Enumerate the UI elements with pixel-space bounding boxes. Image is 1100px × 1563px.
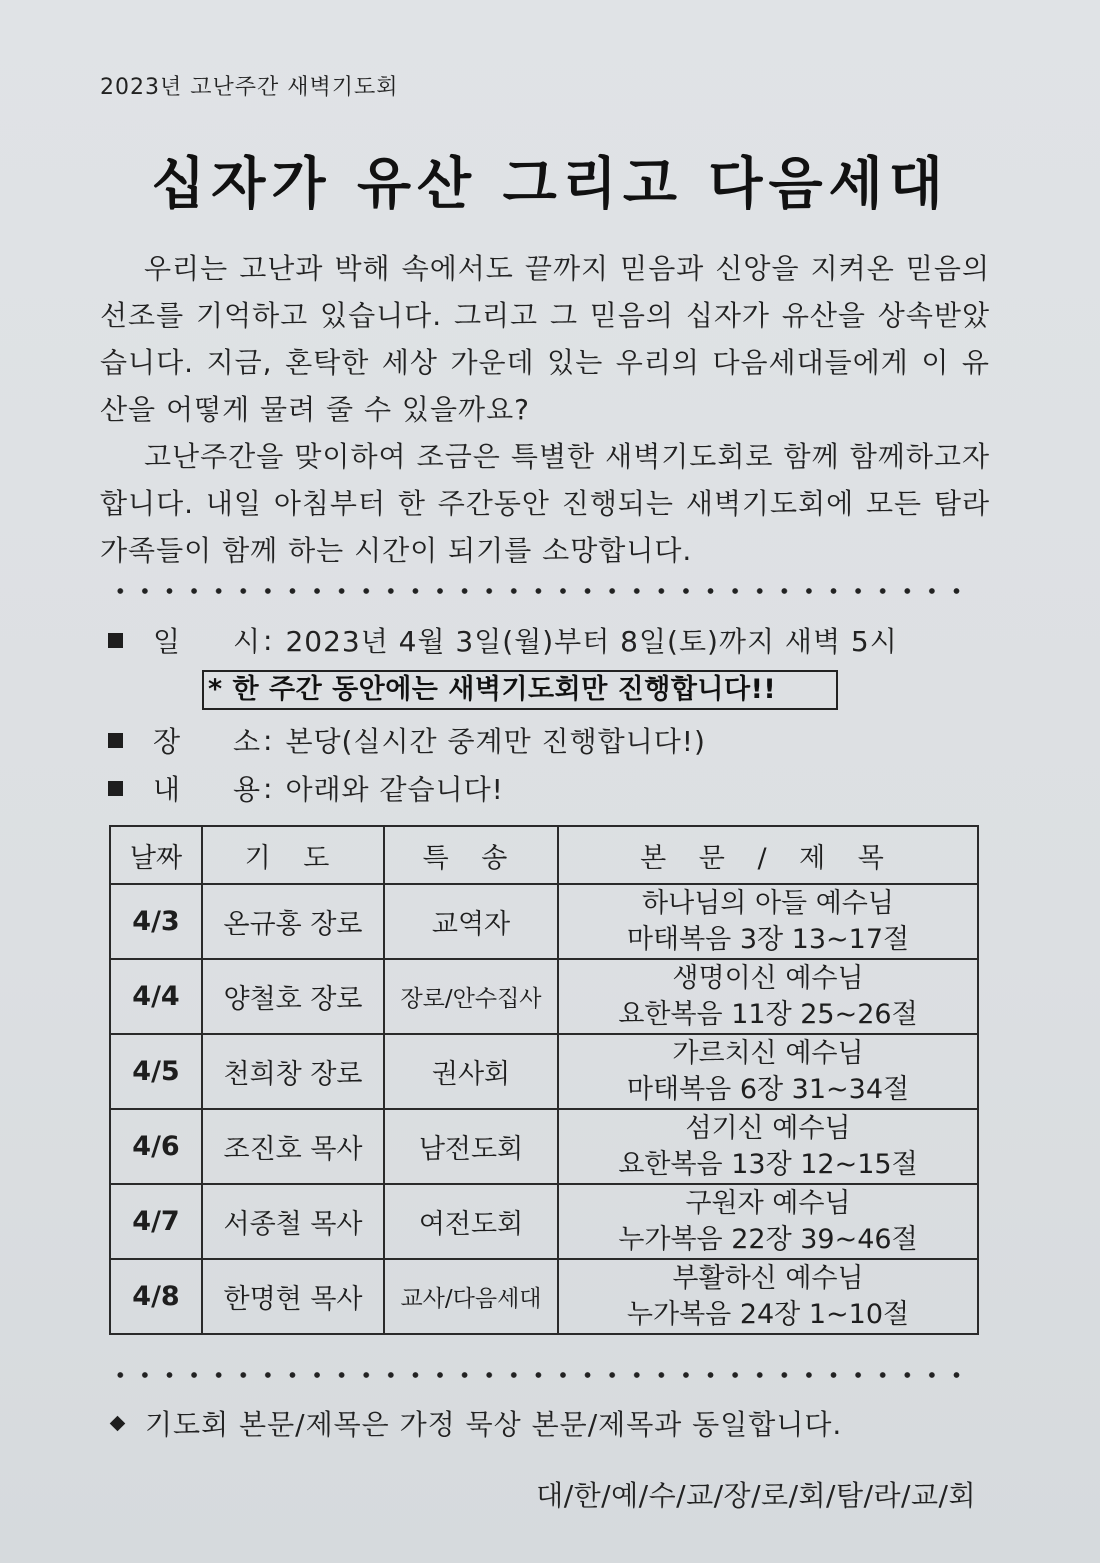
square-bullet-icon bbox=[108, 633, 123, 648]
intro-paragraph: 우리는 고난과 박해 속에서도 끝까지 믿음과 신앙을 지켜온 믿음의 선조를 기억하고 있습니다. 그리고 그 믿음의 십자가 유산을 상속받았습니다. 지금, 혼탁한 세상 가운데 있는 우리의 다음세대들에게 이 유산을 어떻게 물려 줄 수 있을까요? bbox=[100, 252, 990, 426]
place-value: 본당(실시간 중계만 진행합니다!) bbox=[285, 725, 706, 758]
place-label: 장 소 bbox=[153, 725, 261, 758]
colon: : bbox=[263, 723, 274, 757]
content-row bbox=[108, 768, 504, 808]
dotted-divider bbox=[108, 1370, 968, 1380]
intro-paragraph: 고난주간을 맞이하여 조금은 특별한 새벽기도회로 함께 함께하고자 합니다. 내일 아침부터 한 주간동안 진행되는 새벽기도회에 모든 탐라 가족들이 함께 하는 시간이 되기를 소망합니다. bbox=[100, 440, 990, 567]
cell-prayer: 한명현 목사 bbox=[202, 1259, 384, 1334]
schedule-value: 2023년 4월 3일(월)부터 8일(토)까지 새벽 5시 bbox=[285, 625, 898, 658]
table-row bbox=[110, 1184, 978, 1259]
schedule-table bbox=[109, 825, 979, 1335]
diamond-bullet-icon bbox=[110, 1415, 126, 1431]
column-header-song: 특 송 bbox=[384, 826, 558, 884]
cell-passage: 하나님의 아들 예수님 마태복음 3장 13~17절 bbox=[558, 884, 978, 959]
dotted-divider bbox=[108, 586, 968, 596]
colon: : bbox=[263, 771, 274, 805]
schedule-label: 일 시 bbox=[153, 625, 261, 658]
table-row bbox=[110, 1109, 978, 1184]
table-row bbox=[110, 1259, 978, 1334]
cell-song: 교사/다음세대 bbox=[384, 1259, 558, 1334]
notice-box: * 한 주간 동안에는 새벽기도회만 진행합니다!! bbox=[202, 670, 838, 710]
cell-song: 교역자 bbox=[384, 884, 558, 959]
footer-note bbox=[112, 1403, 842, 1443]
column-header-prayer: 기 도 bbox=[202, 826, 384, 884]
cell-prayer: 서종철 목사 bbox=[202, 1184, 384, 1259]
table-row bbox=[110, 1034, 978, 1109]
cell-date: 4/6 bbox=[110, 1109, 202, 1184]
content-value: 아래와 같습니다! bbox=[285, 773, 504, 806]
cell-song: 여전도회 bbox=[384, 1184, 558, 1259]
cell-passage: 구원자 예수님 누가복음 22장 39~46절 bbox=[558, 1184, 978, 1259]
cell-prayer: 온규홍 장로 bbox=[202, 884, 384, 959]
footer-note-text: 기도회 본문/제목은 가정 묵상 본문/제목과 동일합니다. bbox=[145, 1408, 843, 1441]
cell-prayer: 양철호 장로 bbox=[202, 959, 384, 1034]
table-row bbox=[110, 959, 978, 1034]
document-title: 십자가 유산 그리고 다음세대 bbox=[151, 151, 949, 217]
cell-date: 4/3 bbox=[110, 884, 202, 959]
cell-song: 남전도회 bbox=[384, 1109, 558, 1184]
schedule-row bbox=[108, 620, 898, 660]
cell-passage: 생명이신 예수님 요한복음 11장 25~26절 bbox=[558, 959, 978, 1034]
cell-date: 4/7 bbox=[110, 1184, 202, 1259]
event-header: 2023년 고난주간 새벽기도회 bbox=[100, 75, 399, 100]
cell-prayer: 조진호 목사 bbox=[202, 1109, 384, 1184]
colon: : bbox=[263, 623, 274, 657]
cell-song: 권사회 bbox=[384, 1034, 558, 1109]
cell-date: 4/5 bbox=[110, 1034, 202, 1109]
cell-date: 4/8 bbox=[110, 1259, 202, 1334]
square-bullet-icon bbox=[108, 781, 123, 796]
cell-song: 장로/안수집사 bbox=[384, 959, 558, 1034]
cell-date: 4/4 bbox=[110, 959, 202, 1034]
cell-passage: 가르치신 예수님 마태복음 6장 31~34절 bbox=[558, 1034, 978, 1109]
cell-prayer: 천희창 장로 bbox=[202, 1034, 384, 1109]
intro-text bbox=[100, 245, 990, 574]
cell-passage: 부활하신 예수님 누가복음 24장 1~10절 bbox=[558, 1259, 978, 1334]
column-header-date: 날짜 bbox=[110, 826, 202, 884]
place-row bbox=[108, 720, 706, 760]
table-header-row bbox=[110, 826, 978, 884]
cell-passage: 섬기신 예수님 요한복음 13장 12~15절 bbox=[558, 1109, 978, 1184]
content-label: 내 용 bbox=[153, 773, 261, 806]
church-name: 대/한/예/수/교/장/로/회/탐/라/교/회 bbox=[536, 1479, 976, 1512]
square-bullet-icon bbox=[108, 733, 123, 748]
column-header-passage: 본 문 / 제 목 bbox=[558, 826, 978, 884]
table-row bbox=[110, 884, 978, 959]
